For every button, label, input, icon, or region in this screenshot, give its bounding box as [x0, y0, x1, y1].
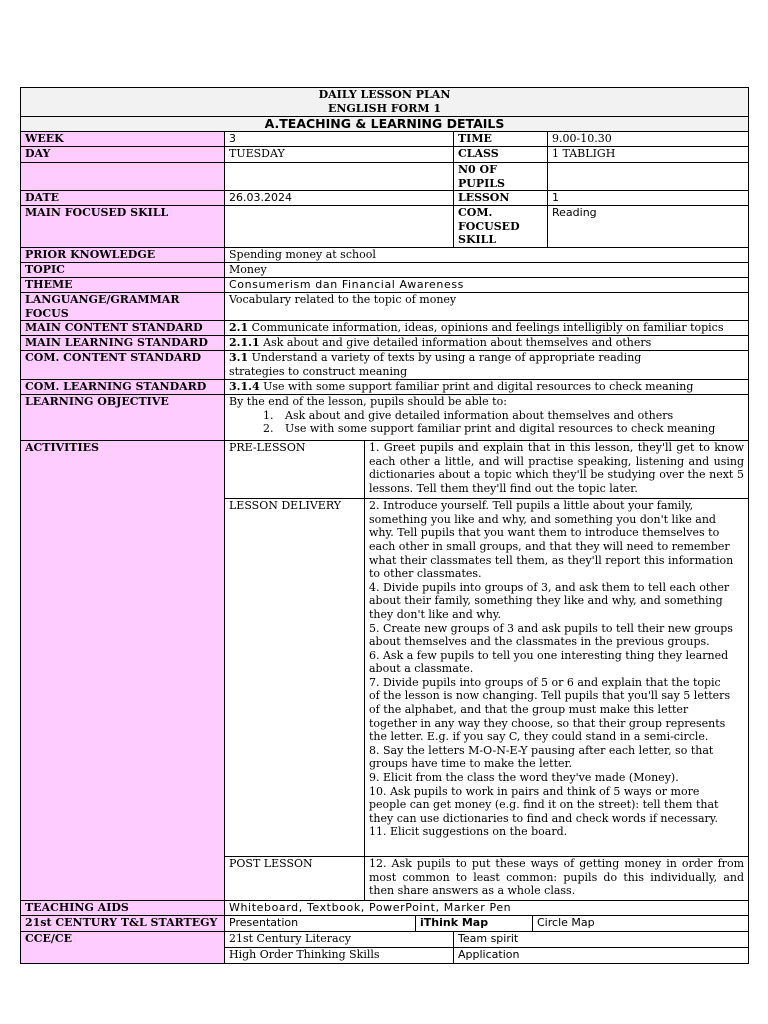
delivery-step: 8. Say the letters M-O-N-E-Y pausing after each letter, so that groups have time to make the letter. [369, 743, 714, 771]
delivery-step: 5. Create new groups of 3 and ask pupils to tell their new groups about themselves and the classmates in the previous groups. [369, 621, 733, 649]
delivery-step: 6. Ask a few pupils to tell you one interesting thing they learned about a classmate. [369, 648, 729, 676]
teaching-aids-value: Whiteboard, Textbook, PowerPoint, Marker Pen [225, 901, 749, 916]
learning-objective-label: LEARNING OBJECTIVE [21, 395, 225, 441]
date-label: DATE [21, 191, 225, 206]
date-value: 26.03.2024 [225, 191, 454, 206]
grammar-focus-value: Vocabulary related to the topic of money [225, 292, 749, 320]
learning-objective-intro: By the end of the lesson, pupils should be able to: [229, 395, 507, 409]
main-content-standard-label: MAIN CONTENT STANDARD [21, 321, 225, 336]
main-learning-standard-label: MAIN LEARNING STANDARD [21, 336, 225, 351]
delivery-step: 9. Elicit from the class the word they've made (Money). [369, 771, 679, 785]
mls-text: Ask about and give detailed information about themselves and others [263, 336, 652, 350]
ithink-label: iThink Map [416, 916, 533, 932]
teaching-aids-label: TEACHING AIDS [21, 901, 225, 916]
topic-value: Money [225, 262, 749, 277]
cce-item: 21st Century Literacy [225, 932, 454, 948]
mcs-text: Communicate information, ideas, opinions and feelings intelligibly on familiar topics [251, 321, 724, 335]
title-block [21, 88, 749, 117]
prior-knowledge-label: PRIOR KNOWLEDGE [21, 247, 225, 262]
ccs-text: Understand a variety of texts by using a range of appropriate reading strategies to construct meaning [229, 351, 642, 378]
day-label: DAY [21, 147, 225, 163]
cce-item: Team spirit [454, 932, 749, 948]
learning-objective-item: 2. Use with some support familiar print and digital resources to check meaning [277, 422, 744, 436]
cls-number: 3.1.4 [229, 380, 260, 394]
cls-text: Use with some support familiar print and digital resources to check meaning [263, 380, 694, 394]
ccs-number: 3.1 [229, 351, 249, 365]
lesson-plan-table [20, 87, 749, 964]
theme-value: Consumerism dan Financial Awareness [225, 277, 749, 292]
lesson-plan-sheet [20, 87, 748, 964]
main-learning-standard-value [225, 336, 749, 351]
class-label: CLASS [454, 147, 548, 163]
post-lesson-label: POST LESSON [225, 857, 365, 901]
main-focused-skill-label: MAIN FOCUSED SKILL [21, 206, 225, 248]
lesson-label: LESSON [454, 191, 548, 206]
com-content-standard-value [225, 351, 749, 380]
com-learning-standard-label: COM. LEARNING STANDARD [21, 380, 225, 395]
cce-label: CCE/CE [21, 932, 225, 964]
time-label: TIME [454, 132, 548, 147]
prior-knowledge-value: Spending money at school [225, 247, 749, 262]
delivery-step: 2. Introduce yourself. Tell pupils a little about your family, something you like and why, and something you don't like and why. Tell pupils that you want them to introduce themselves to each other in small groups, and that they will need to remember what their classmates tell them, as they'll report this information to other classmates. [369, 499, 734, 581]
strategy-label: 21st CENTURY T&L STARTEGY [21, 916, 225, 932]
cce-item: High Order Thinking Skills [225, 948, 454, 964]
delivery-step: 7. Divide pupils into groups of 5 or 6 and explain that the topic of the lesson is now changing. Tell pupils that you'll say 5 letters of the alphabet, and that the group must make this letter together in any way they choose, so that their group represents the letter. E.g. if you say C, they could stand in a semi-circle. [369, 675, 731, 744]
delivery-step: 10. Ask pupils to work in pairs and think of 5 ways or more people can get money (e.g. find it on the street): tell them that they can use dictionaries to find and check words if necessary. [369, 784, 719, 825]
post-lesson-text: 12. Ask pupils to put these ways of getting money in order from most common to least common: pupils do this individually, and then share answers as a whole class. [365, 857, 749, 901]
learning-objective-item: 1. Ask about and give detailed information about themselves and others [277, 409, 744, 423]
mls-number: 2.1.1 [229, 336, 260, 350]
main-content-standard-value [225, 321, 749, 336]
delivery-step: 4. Divide pupils into groups of 3, and ask them to tell each other about their family, something they like and why, and something they don't like and why. [369, 580, 730, 621]
topic-label: TOPIC [21, 262, 225, 277]
activities-label: ACTIVITIES [21, 441, 225, 901]
cce-item: Application [454, 948, 749, 964]
time-value: 9.00-10.30 [548, 132, 749, 147]
pre-lesson-label: PRE-LESSON [225, 441, 365, 499]
ithink-value: Circle Map [533, 916, 749, 932]
delivery-step: 11. Elicit suggestions on the board. [369, 825, 568, 839]
lesson-delivery-text [365, 499, 749, 857]
pupils-label: N0 OF PUPILS [454, 163, 548, 191]
plan-title: DAILY LESSON PLAN [318, 88, 451, 101]
mcs-number: 2.1 [229, 321, 249, 335]
pupils-blank-value [225, 163, 454, 191]
plan-subtitle: ENGLISH FORM 1 [327, 101, 442, 115]
learning-objective-value [225, 395, 749, 441]
grammar-focus-label: LANGUANGE/GRAMMAR FOCUS [21, 292, 225, 320]
day-value: TUESDAY [225, 147, 454, 163]
class-value: 1 TABLIGH [548, 147, 749, 163]
pupils-blank [21, 163, 225, 191]
pupils-value [548, 163, 749, 191]
week-label: WEEK [21, 132, 225, 147]
learning-objective-list [229, 409, 744, 436]
section-title: A.TEACHING & LEARNING DETAILS [21, 117, 749, 132]
main-focused-skill-value [225, 206, 454, 248]
week-value: 3 [225, 132, 454, 147]
lesson-value: 1 [548, 191, 749, 206]
com-focused-skill-label: COM. FOCUSED SKILL [454, 206, 548, 248]
com-focused-skill-value: Reading [548, 206, 749, 248]
theme-label: THEME [21, 277, 225, 292]
strategy-value: Presentation [225, 916, 416, 932]
pre-lesson-text: 1. Greet pupils and explain that in this lesson, they'll get to know each other a little, and will practise speaking, listening and using dictionaries about a topic which they'll be studying over the next 5 lessons. Tell them they'll find out the topic later. [365, 441, 749, 499]
com-learning-standard-value [225, 380, 749, 395]
com-content-standard-label: COM. CONTENT STANDARD [21, 351, 225, 380]
lesson-delivery-label: LESSON DELIVERY [225, 499, 365, 857]
